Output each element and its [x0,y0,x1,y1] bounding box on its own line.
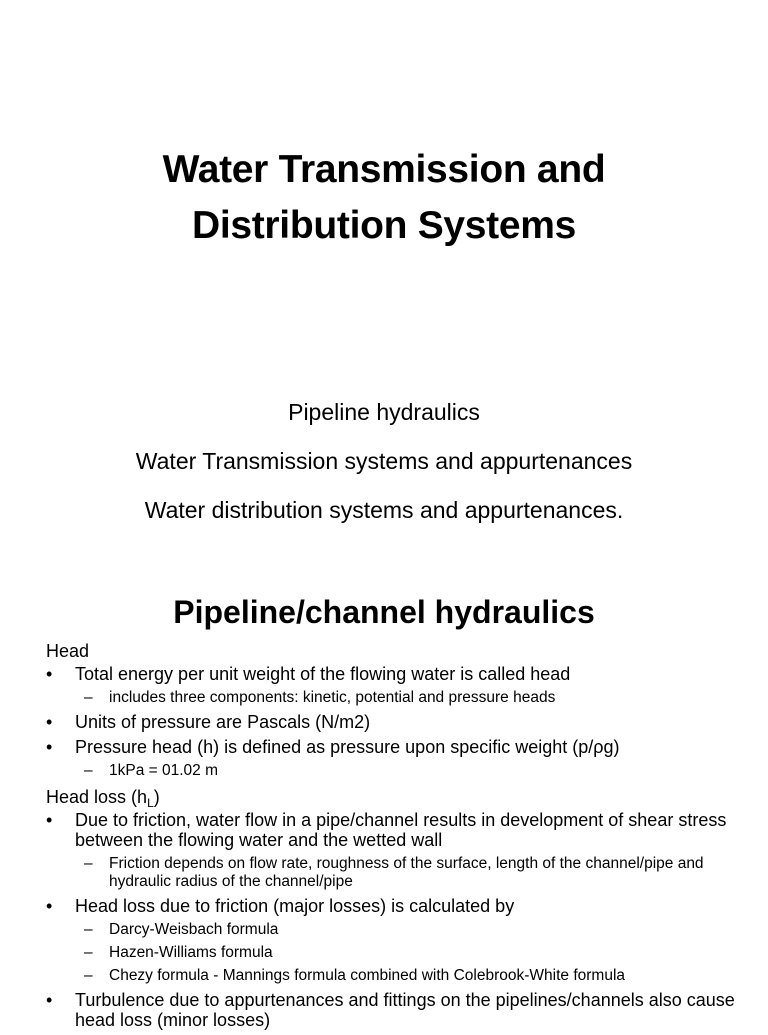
bullet-item [46,737,746,757]
head-bullet-list [46,664,746,780]
bullet-item [46,810,746,850]
bullet-glyph: • [46,810,53,830]
bullet-glyph: • [46,896,53,916]
bullet-glyph: • [46,712,53,732]
bullet-item [46,664,746,684]
sub-bullet-item [46,855,746,891]
sub-bullet-item [46,921,746,939]
sub-bullet-text: Hazen-Williams formula [109,944,273,961]
dash-glyph: – [84,855,93,872]
subtitle-line: Water Transmission systems and appurtenances [135,448,633,474]
sub-bullet-text: Friction depends on flow rate, roughness of the surface, length of the channel/pipe and hydraulic radius of the channel/pipe [109,855,704,890]
sub-bullet-item [46,944,746,962]
bullet-item [46,712,746,732]
bullet-glyph: • [46,664,53,684]
bullet-text: Turbulence due to appurtenances and fittings on the pipelines/channels also cause head loss (minor losses) [75,990,735,1030]
bullet-text: Pressure head (h) is defined as pressure upon specific weight (p/ρg) [75,737,620,757]
head-loss-label: Head loss $(h_L)$ [46,787,160,810]
sub-bullet-text: includes three components: kinetic, potential and pressure heads [109,689,556,706]
sub-bullet-item [46,689,746,707]
slide-1-title [0,142,768,254]
slide-1-title-line: Distribution Systems [191,204,577,247]
sub-bullet-text: 1kPa = 01.02 m [109,762,218,779]
dash-glyph: – [84,967,93,984]
bullet-text: Due to friction, water flow in a pipe/channel results in development of shear stress between the flowing water and the wetted wall [75,810,727,850]
dash-glyph: – [84,921,93,938]
bullet-text: Total energy per unit weight of the flowing water is called head [75,664,571,684]
head-label: Head [46,641,90,661]
subtitle-line: Water distribution systems and appurtenances. [144,497,624,523]
bullet-glyph: • [46,737,53,757]
head-loss-bullet-list [46,810,746,1030]
dash-glyph: – [84,689,93,706]
sub-bullet-item [46,967,746,985]
slide-2-content [46,639,746,1035]
sub-bullet-text: Darcy-Weisbach formula [109,921,279,938]
bullet-item [46,896,746,916]
slide-2-title: Pipeline/channel hydraulics [173,594,595,630]
slide-2 [0,576,768,1030]
head-loss-subscript: L [147,796,154,810]
bullet-item [46,990,746,1030]
dash-glyph: – [84,762,93,779]
slide-1-title-line: Water Transmission and [162,148,606,191]
slide-1-subtitles [0,392,768,539]
sub-bullet-text: Chezy formula - Mannings formula combined with Colebrook-White formula [109,967,626,984]
bullet-text: Units of pressure are Pascals (N/m2) [75,712,371,732]
bullet-text: Head loss due to friction (major losses) is calculated by [75,896,515,916]
subtitle-line: Pipeline hydraulics [288,399,480,425]
sub-bullet-item [46,762,746,780]
bullet-glyph: • [46,990,53,1010]
dash-glyph: – [84,944,93,961]
